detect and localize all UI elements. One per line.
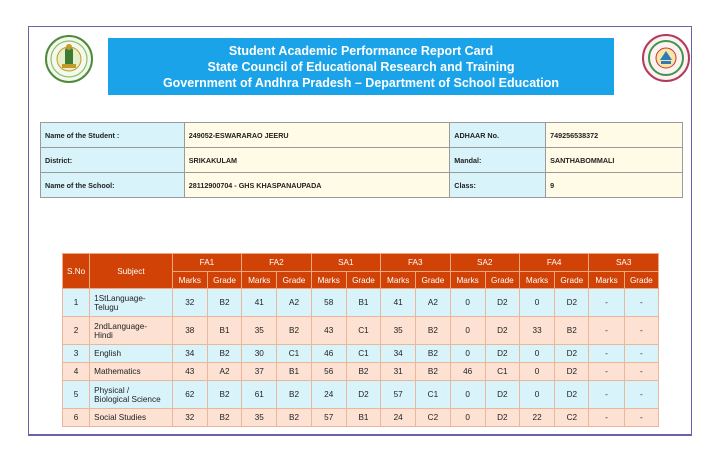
grade-cell: C2 [416,409,450,427]
grade-column-header: Grade [346,272,380,289]
grade-cell: B2 [207,381,241,409]
marks-column-header: Marks [242,272,277,289]
assessment-header: FA4 [519,254,588,272]
marks-cell: - [589,409,624,427]
marks-cell: - [589,289,624,317]
grade-cell: C1 [346,345,380,363]
marks-cell: 22 [519,409,554,427]
marks-cell: 0 [450,409,485,427]
marks-cell: 41 [381,289,416,317]
grade-cell: D2 [555,289,589,317]
marks-cell: 24 [311,381,346,409]
grade-cell: B2 [207,345,241,363]
table-row [63,363,659,381]
assessment-header: SA1 [311,254,380,272]
marks-column-header: Marks [519,272,554,289]
grade-cell: - [624,317,658,345]
grade-cell: B2 [277,317,311,345]
sno-cell: 4 [63,363,90,381]
student-info-row [41,123,683,148]
marks-cell: 0 [519,381,554,409]
grade-cell: D2 [555,381,589,409]
sno-cell: 1 [63,289,90,317]
marks-column-header: Marks [311,272,346,289]
marks-column-header: Marks [381,272,416,289]
marks-cell: 38 [172,317,207,345]
marks-cell: - [589,345,624,363]
marks-column-header: Marks [172,272,207,289]
marks-cell: 24 [381,409,416,427]
student-name-label: Name of the Student : [41,123,185,148]
grade-column-header: Grade [416,272,450,289]
marks-cell: 57 [311,409,346,427]
marks-cell: 43 [172,363,207,381]
marks-cell: 31 [381,363,416,381]
subject-cell: 1StLanguage- Telugu [90,289,173,317]
marks-cell: 62 [172,381,207,409]
grade-cell: B2 [416,317,450,345]
assessment-header: FA2 [242,254,311,272]
sno-header: S.No [63,254,90,289]
grade-cell: B2 [346,363,380,381]
marks-column-header: Marks [450,272,485,289]
grade-column-header: Grade [485,272,519,289]
student-info-row [41,173,683,198]
grade-cell: B2 [207,289,241,317]
table-row [63,345,659,363]
district-value: SRIKAKULAM [184,148,450,173]
table-row [63,289,659,317]
marks-table-body [63,289,659,427]
marks-column-header: Marks [589,272,624,289]
council-name: State Council of Educational Research and Training [207,59,515,74]
mandal-value: SANTHABOMMALI [546,148,683,173]
marks-cell: 35 [242,317,277,345]
marks-header-row [63,254,659,272]
school-label: Name of the School: [41,173,185,198]
assessment-header: FA1 [172,254,241,272]
student-name-value: 249052-ESWARARAO JEERU [184,123,450,148]
grade-cell: D2 [346,381,380,409]
grade-cell: - [624,289,658,317]
table-row [63,317,659,345]
grade-cell: D2 [555,345,589,363]
sno-cell: 2 [63,317,90,345]
subject-header: Subject [90,254,173,289]
marks-table [62,253,659,427]
marks-cell: 0 [450,289,485,317]
assessment-header: FA3 [381,254,450,272]
subject-cell: Mathematics [90,363,173,381]
marks-cell: 34 [381,345,416,363]
grade-cell: A2 [207,363,241,381]
grade-cell: D2 [485,317,519,345]
grade-cell: D2 [555,363,589,381]
marks-cell: - [589,363,624,381]
marks-cell: 0 [450,345,485,363]
grade-cell: B1 [207,317,241,345]
grade-cell: D2 [485,289,519,317]
grade-column-header: Grade [624,272,658,289]
grade-cell: - [624,363,658,381]
marks-cell: 37 [242,363,277,381]
subject-cell: Physical / Biological Science [90,381,173,409]
grade-cell: C1 [485,363,519,381]
department-name: Government of Andhra Pradesh – Department of School Education [162,75,560,90]
aadhaar-value: 749256538372 [546,123,683,148]
grade-cell: A2 [277,289,311,317]
marks-cell: 0 [450,317,485,345]
grade-cell: D2 [485,381,519,409]
marks-cell: - [589,381,624,409]
marks-cell: 30 [242,345,277,363]
grade-cell: C1 [277,345,311,363]
table-row [63,381,659,409]
scert-logo-icon [641,33,691,83]
grade-cell: B2 [277,381,311,409]
marks-cell: 57 [381,381,416,409]
marks-cell: 35 [242,409,277,427]
grade-cell: - [624,381,658,409]
grade-column-header: Grade [555,272,589,289]
marks-cell: 0 [519,289,554,317]
grade-cell: - [624,409,658,427]
grade-cell: B1 [346,289,380,317]
grade-cell: B2 [416,345,450,363]
aadhaar-label: ADHAAR No. [450,123,546,148]
sno-cell: 6 [63,409,90,427]
grade-cell: C1 [346,317,380,345]
grade-cell: B2 [416,363,450,381]
student-info-row [41,148,683,173]
marks-cell: 0 [519,363,554,381]
marks-cell: 0 [519,345,554,363]
marks-cell: 41 [242,289,277,317]
marks-cell: - [589,317,624,345]
class-label: Class: [450,173,546,198]
andhra-pradesh-emblem-icon [44,34,94,84]
school-value: 28112900704 - GHS KHASPANAUPADA [184,173,450,198]
mandal-label: Mandal: [450,148,546,173]
report-title: Student Academic Performance Report Card [228,43,494,58]
subject-cell: 2ndLanguage- Hindi [90,317,173,345]
grade-cell: D2 [485,409,519,427]
table-row [63,409,659,427]
marks-cell: 58 [311,289,346,317]
subject-cell: Social Studies [90,409,173,427]
marks-cell: 46 [450,363,485,381]
grade-cell: C1 [416,381,450,409]
marks-cell: 43 [311,317,346,345]
grade-cell: B2 [555,317,589,345]
marks-cell: 56 [311,363,346,381]
report-title-banner [108,38,614,95]
grade-cell: C2 [555,409,589,427]
grade-cell: B1 [277,363,311,381]
grade-cell: - [624,345,658,363]
marks-cell: 0 [450,381,485,409]
report-card [28,26,692,436]
grade-cell: A2 [416,289,450,317]
class-value: 9 [546,173,683,198]
marks-cell: 33 [519,317,554,345]
grade-cell: B2 [207,409,241,427]
assessment-header: SA2 [450,254,519,272]
student-info-table [40,122,683,198]
marks-cell: 32 [172,409,207,427]
subject-cell: English [90,345,173,363]
sno-cell: 3 [63,345,90,363]
grade-cell: B2 [277,409,311,427]
assessment-header: SA3 [589,254,659,272]
marks-cell: 61 [242,381,277,409]
sno-cell: 5 [63,381,90,409]
marks-cell: 32 [172,289,207,317]
district-label: District: [41,148,185,173]
marks-cell: 34 [172,345,207,363]
marks-cell: 35 [381,317,416,345]
marks-cell: 46 [311,345,346,363]
grade-column-header: Grade [207,272,241,289]
grade-column-header: Grade [277,272,311,289]
grade-cell: B1 [346,409,380,427]
grade-cell: D2 [485,345,519,363]
